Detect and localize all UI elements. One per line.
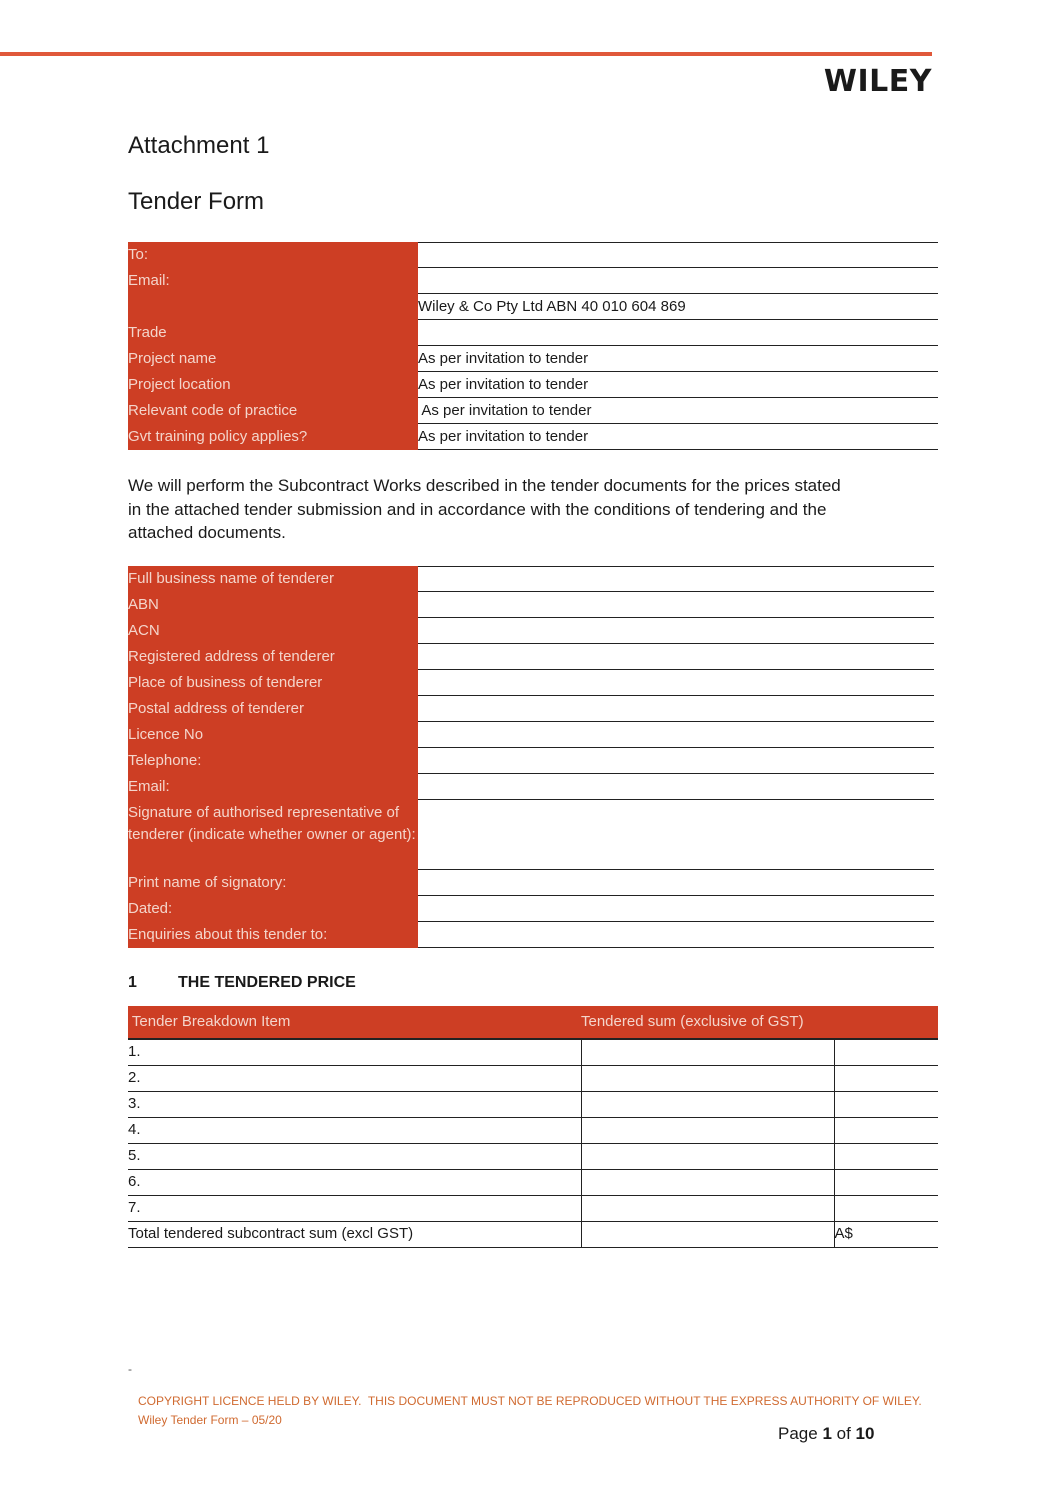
row-label: Place of business of tenderer [128,670,418,696]
section-number: 1 [128,974,137,991]
project-row [128,424,938,450]
table-row [128,1170,938,1196]
item-cell[interactable]: 2. [128,1066,581,1092]
extra-cell[interactable] [834,1118,938,1144]
acn-field[interactable] [418,618,934,644]
tenderer-row [128,922,934,948]
row-label: Gvt training policy applies? [128,424,418,450]
telephone-field[interactable] [418,748,934,774]
row-label: ACN [128,618,418,644]
project-name-field: As per invitation to tender [418,346,938,372]
footer-dash: - [128,1362,132,1376]
row-label: Telephone: [128,748,418,774]
project-row [128,268,938,294]
header-rule [0,52,932,56]
row-label: Trade [128,320,418,346]
to-field[interactable] [418,242,938,268]
table-row [128,1144,938,1170]
table-row [128,1196,938,1222]
item-cell[interactable]: 4. [128,1118,581,1144]
licence-no-field[interactable] [418,722,934,748]
project-row [128,320,938,346]
table-row [128,1066,938,1092]
tenderer-row [128,592,934,618]
page-number [778,1424,874,1444]
row-label: Print name of signatory: [128,870,418,896]
extra-cell[interactable] [834,1170,938,1196]
table-row [128,1118,938,1144]
copyright-notice: COPYRIGHT LICENCE HELD BY WILEY. THIS DOCUMENT MUST NOT BE REPRODUCED WITHOUT THE EXPRESS AUTHORITY OF WILEY. [138,1394,922,1408]
currency-cell[interactable]: A$ [834,1222,938,1248]
sum-cell[interactable] [581,1170,834,1196]
row-label: Signature of authorised representative of tenderer (indicate whether owner or agent): [128,800,418,870]
row-label: Licence No [128,722,418,748]
section-title: THE TENDERED PRICE [178,974,356,991]
sum-cell[interactable] [581,1092,834,1118]
tenderer-row [128,896,934,922]
tenderer-row [128,722,934,748]
sum-cell[interactable] [581,1144,834,1170]
page-word: Page [778,1424,823,1443]
tenderer-row [128,566,934,592]
item-cell[interactable]: 1. [128,1039,581,1066]
project-row [128,346,938,372]
tenderer-row [128,774,934,800]
col-header-sum: Tendered sum (exclusive of GST) [581,1006,834,1039]
price-table [128,1006,938,1248]
row-label: Project location [128,372,418,398]
sum-cell[interactable] [581,1039,834,1066]
extra-cell[interactable] [834,1039,938,1066]
tenderer-details-table [128,566,934,948]
project-row [128,242,938,268]
enquiries-field[interactable] [418,922,934,948]
company-field: Wiley & Co Pty Ltd ABN 40 010 604 869 [418,294,938,320]
project-location-field: As per invitation to tender [418,372,938,398]
sum-cell[interactable] [581,1196,834,1222]
row-label: Registered address of tenderer [128,644,418,670]
extra-cell[interactable] [834,1092,938,1118]
wiley-logo: WILEY [823,64,932,99]
col-header-item: Tender Breakdown Item [128,1006,581,1039]
row-label [128,294,418,320]
email-field[interactable] [418,268,938,294]
signatory-name-field[interactable] [418,870,934,896]
form-title: Tender Form [128,188,265,215]
page-of: of [831,1424,856,1443]
total-row [128,1222,938,1248]
business-name-field[interactable] [418,566,934,592]
tenderer-row [128,618,934,644]
row-label: Postal address of tenderer [128,696,418,722]
place-of-business-field[interactable] [418,670,934,696]
row-label: Enquiries about this tender to: [128,922,418,948]
tenderer-row [128,644,934,670]
col-header-extra [834,1006,938,1039]
tenderer-row [128,748,934,774]
abn-field[interactable] [418,592,934,618]
registered-address-field[interactable] [418,644,934,670]
project-details-table [128,242,938,450]
project-row [128,294,938,320]
tenderer-row [128,696,934,722]
tenderer-row [128,670,934,696]
item-cell[interactable]: 5. [128,1144,581,1170]
tender-statement: We will perform the Subcontract Works described in the tender documents for the prices stated in the attached tender submission and in accordance with the conditions of tendering and the attached documents. [128,476,841,542]
project-row [128,398,938,424]
page-current: 1 [822,1424,832,1443]
dated-field[interactable] [418,896,934,922]
table-row [128,1092,938,1118]
row-label: Dated: [128,896,418,922]
trade-field[interactable] [418,320,938,346]
row-label: ABN [128,592,418,618]
section-heading [128,974,356,992]
project-row [128,372,938,398]
item-cell[interactable]: 6. [128,1170,581,1196]
page-total: 10 [855,1424,875,1443]
sum-cell[interactable] [581,1118,834,1144]
tenderer-row [128,800,934,870]
sum-cell[interactable] [581,1066,834,1092]
signature-field[interactable] [418,800,934,870]
form-identifier: Wiley Tender Form – 05/20 [138,1413,282,1427]
attachment-title: Attachment 1 [128,132,270,159]
row-label: Full business name of tenderer [128,566,418,592]
row-label: Project name [128,346,418,372]
row-label: Email: [128,268,418,294]
extra-cell[interactable] [834,1144,938,1170]
item-cell[interactable]: 3. [128,1092,581,1118]
training-policy-field: As per invitation to tender [418,424,938,450]
table-row [128,1039,938,1066]
tenderer-email-field[interactable] [418,774,934,800]
tenderer-row [128,870,934,896]
row-label: To: [128,242,418,268]
code-of-practice-field: As per invitation to tender [418,398,938,424]
total-sum-cell[interactable] [581,1222,834,1248]
row-label: Relevant code of practice [128,398,418,424]
postal-address-field[interactable] [418,696,934,722]
row-label: Email: [128,774,418,800]
price-table-header [128,1006,938,1039]
item-cell[interactable]: 7. [128,1196,581,1222]
total-label: Total tendered subcontract sum (excl GST) [128,1222,581,1248]
extra-cell[interactable] [834,1196,938,1222]
extra-cell[interactable] [834,1066,938,1092]
